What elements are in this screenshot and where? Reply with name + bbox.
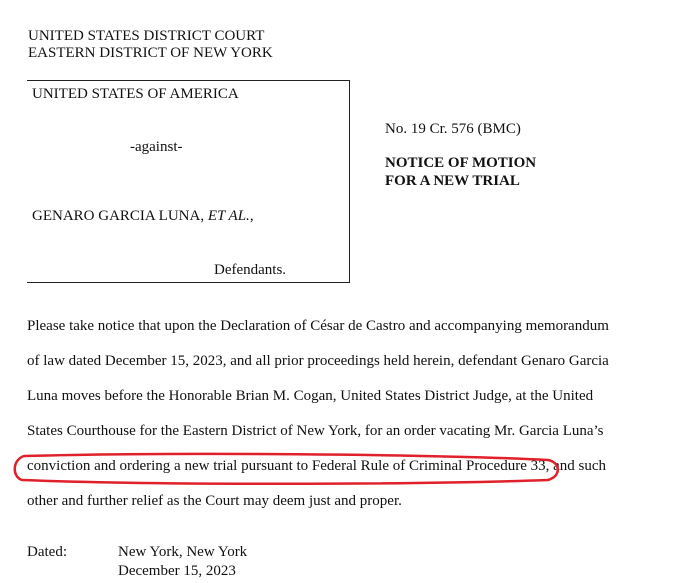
red-highlight-ellipse (10, 450, 560, 486)
body-line-6: other and further relief as the Court may deem just and proper. (27, 493, 402, 509)
against-label: -against- (130, 139, 183, 155)
motion-title-line1: NOTICE OF MOTION (385, 155, 537, 171)
motion-title-line2: FOR A NEW TRIAL (385, 173, 520, 189)
body-line-2: of law dated December 15, 2023, and all prior proceedings held herein, defendant Genaro Garcia (27, 353, 609, 369)
dated-place: New York, New York (118, 544, 248, 560)
body-line-3: Luna moves before the Honorable Brian M. Cogan, United States District Judge, at the United (27, 388, 594, 404)
case-number: No. 19 Cr. 576 (BMC) (385, 121, 521, 137)
body-line-5: conviction and ordering a new trial pursuant to Federal Rule of Criminal Procedure 33, and such (27, 458, 607, 474)
dated-label: Dated: (27, 544, 67, 560)
defendant-name (32, 208, 254, 225)
defendant-name-text: GENARO GARCIA LUNA, (32, 208, 208, 224)
defendant-suffix: ET AL. (207, 208, 250, 224)
body-line-4: States Courthouse for the Eastern District of New York, for an order vacating Mr. Garcia Luna’s (27, 423, 604, 439)
case-caption-box (27, 80, 350, 283)
court-district: EASTERN DISTRICT OF NEW YORK (28, 45, 273, 61)
plaintiff-name: UNITED STATES OF AMERICA (32, 86, 239, 102)
dated-date: December 15, 2023 (118, 563, 236, 579)
defendant-end: , (249, 208, 254, 224)
body-line-1: Please take notice that upon the Declaration of César de Castro and accompanying memorandum (27, 318, 609, 334)
defendants-label: Defendants. (214, 262, 287, 278)
court-name: UNITED STATES DISTRICT COURT (28, 28, 265, 44)
